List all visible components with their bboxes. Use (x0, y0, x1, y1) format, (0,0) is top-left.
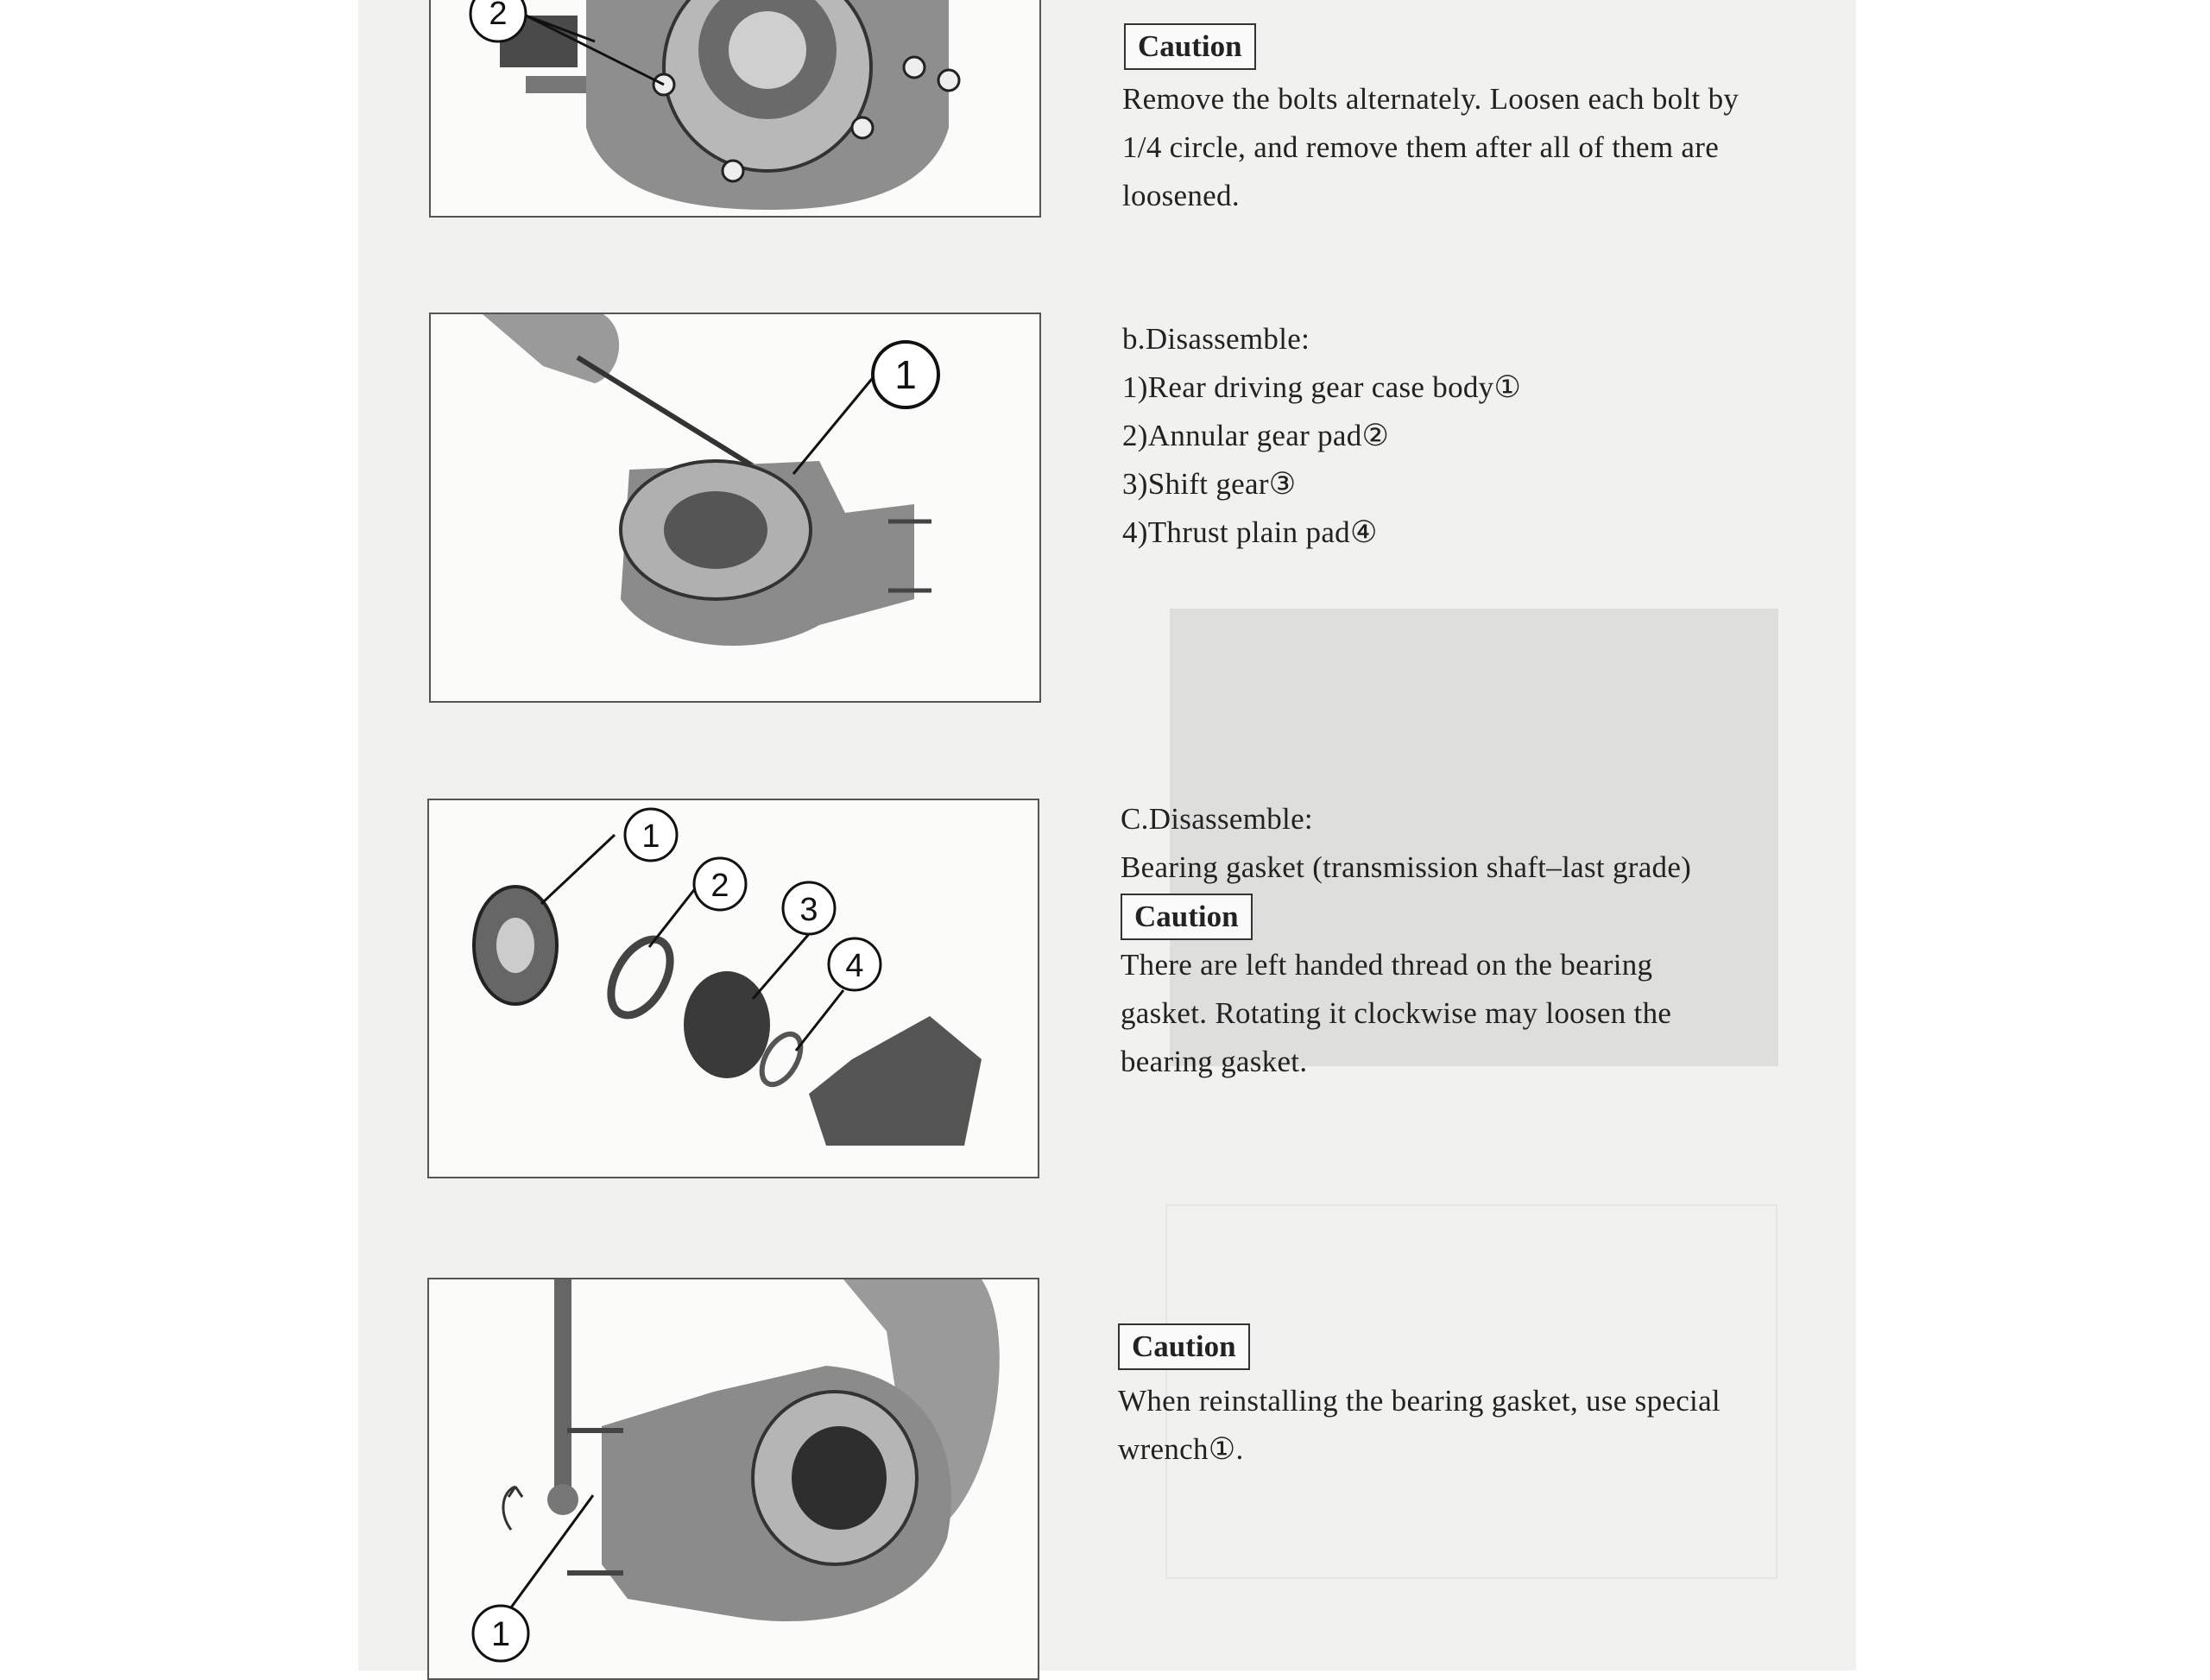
case-bore (792, 1426, 887, 1530)
caution-label-3: Caution (1121, 894, 1253, 940)
callout-leader (649, 887, 697, 947)
bearing (729, 11, 806, 89)
rear-driving-gear-case-body (809, 1016, 982, 1146)
section-3-item: Bearing gasket (transmission shaft–last grade) (1121, 850, 1692, 884)
section-2-step-2: 2)Annular gear pad② (1122, 419, 1390, 452)
figure-1-illustration (431, 0, 1039, 216)
figure-3-illustration (429, 800, 1038, 1177)
screwdriver (578, 357, 759, 470)
caution-label-4: Caution (1118, 1323, 1250, 1370)
annular-gear-pad (599, 929, 682, 1025)
cover-bore (496, 918, 534, 973)
figure-2-illustration (431, 314, 1039, 701)
figure-1-gear-case-bolts (429, 0, 1041, 218)
callout-number: 1 (490, 1615, 511, 1653)
figure-4-special-wrench (427, 1278, 1039, 1680)
section-3-caution-text: There are left handed thread on the bearing gasket. Rotating it clockwise may loosen the bearing gasket. (1121, 948, 1672, 1078)
callout-leader (793, 375, 875, 474)
shift-gear (684, 971, 770, 1078)
callout-leader (511, 1495, 593, 1607)
callout-number: 1 (641, 818, 660, 855)
callout-leader (796, 990, 843, 1051)
section-3-heading: C.Disassemble: (1121, 802, 1313, 836)
bolt (852, 117, 873, 138)
callout-number: 2 (489, 0, 508, 32)
wrench-head (547, 1484, 578, 1515)
figure-3-exploded-parts (427, 799, 1039, 1178)
callout-leader (753, 934, 809, 999)
section-2-step-3: 3)Shift gear③ (1122, 467, 1297, 501)
section-2-heading: b.Disassemble: (1122, 322, 1310, 356)
figure-2-pry-gear-case (429, 313, 1041, 703)
case-bore (664, 491, 767, 569)
section-1-caution-text: Remove the bolts alternately. Loosen each bolt by 1/4 circle, and remove them after all of them are loosened. (1122, 82, 1740, 212)
caution-label-1: Caution (1124, 23, 1256, 70)
manual-page (358, 0, 1856, 1671)
stud (526, 76, 595, 93)
callout-number: 1 (894, 352, 917, 397)
callout-number: 3 (799, 892, 818, 928)
figure-4-illustration (429, 1279, 1038, 1678)
bolt (938, 70, 959, 91)
callout-leader (541, 835, 615, 904)
section-2-step-1: 1)Rear driving gear case body① (1122, 370, 1522, 404)
rotate-arrow-icon (503, 1487, 522, 1530)
callout-number: 2 (710, 868, 729, 904)
section-2-step-4: 4)Thrust plain pad④ (1122, 515, 1378, 549)
bolt (904, 57, 925, 78)
section-4-caution-text: When reinstalling the bearing gasket, use special wrench①. (1118, 1384, 1721, 1466)
callout-number: 4 (845, 948, 864, 984)
wrench-handle (554, 1279, 571, 1495)
bolt (723, 161, 743, 181)
